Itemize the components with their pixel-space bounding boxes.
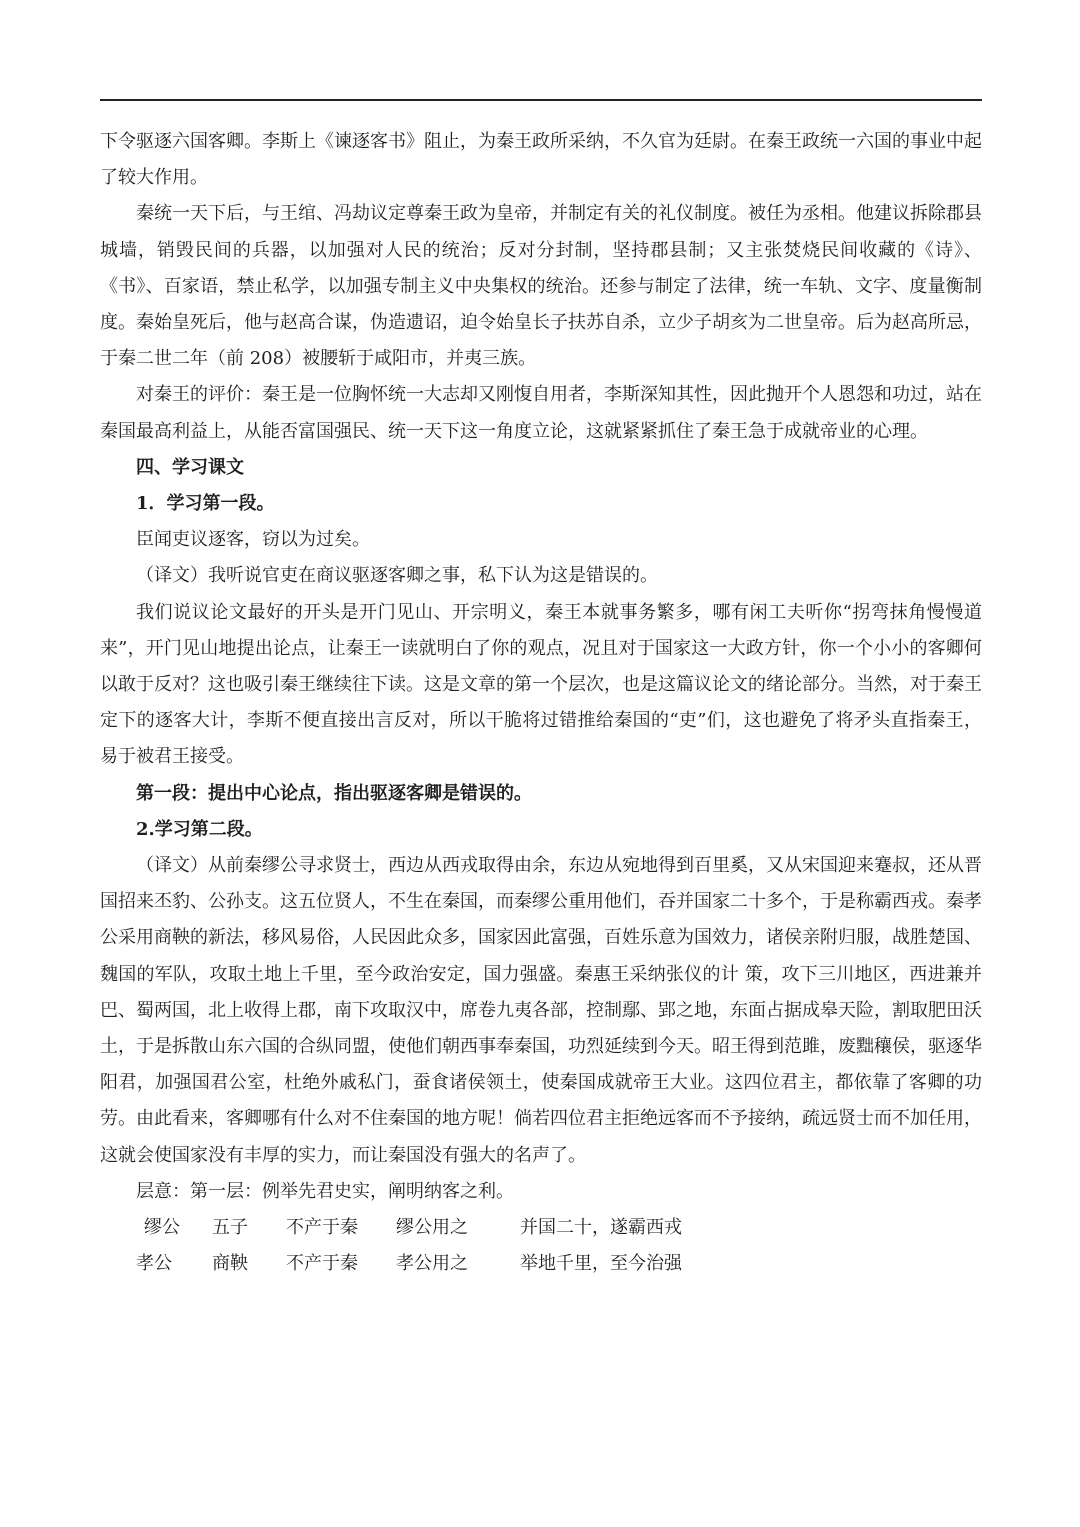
table-row <box>100 1210 982 1246</box>
summary-paragraph-one: 第一段：提出中心论点，指出驱逐客卿是错误的。 <box>136 782 532 804</box>
subheading-paragraph-two: 2.学习第二段。 <box>136 818 263 840</box>
original-quote-one: 臣闻吏议逐客，窃以为过矣。 <box>136 529 370 551</box>
paragraph-king-evaluation: 对秦王的评价：秦王是一位胸怀统一大志却又刚愎自用者，李斯深知其性，因此抛开个人恩怨和功过，站在秦国最高利益上，从能否富国强民、统一天下这一角度立论，这就紧紧抓住了秦王急于成就帝业的心理。 <box>100 384 982 442</box>
table-cell-use: 缪公用之 <box>396 1217 468 1239</box>
paragraph-li-si-career: 下令驱逐六国客卿。李斯上《谏逐客书》阻止，为秦王政所采纳，不久官为廷尉。在秦王政统一六国的事业中起了较大作用。 <box>100 131 982 189</box>
analysis-one: 我们说议论文最好的开头是开门见山、开宗明义，秦王本就事务繁多，哪有闲工夫听你“拐弯抹角慢慢道来”，开门见山地提出论点，让秦王一读就明白了你的观点，况且对于国家这一大政方针，你一个小小的客卿何以敢于反对？这也吸引秦王继续往下读。这是文章的第一个层次，也是这篇议论文的绪论部分。当然，对于秦王定下的逐客大计，李斯不便直接出言反对，所以干脆将过错推给秦国的“吏”们，这也避免了将矛头直指秦王，易于被君王接受。 <box>100 601 982 768</box>
table-cell-use: 孝公用之 <box>396 1253 468 1275</box>
subheading-paragraph-one: 1．学习第一段。 <box>136 493 275 515</box>
table-row <box>100 1246 982 1282</box>
table-cell-ruler: 缪公 <box>144 1217 180 1239</box>
paragraph-li-si-chancellor: 秦统一天下后，与王绾、冯劫议定尊秦王政为皇帝，并制定有关的礼仪制度。被任为丞相。他建议拆除郡县城墙，销毁民间的兵器，以加强对人民的统治；反对分封制，坚持郡县制；又主张焚烧民间收藏的《诗》、《书》、百家语，禁止私学，以加强专制主义中央集权的统治。还参与制定了法律，统一车轨、文字、度量衡制度。秦始皇死后，他与赵高合谋，伪造遗诏，迫令始皇长子扶苏自杀，立少子胡亥为二世皇帝。后为赵高所忌，于秦二世二年（前 208）被腰斩于咸阳市，并夷三族。 <box>100 203 982 370</box>
header-rule <box>100 99 982 101</box>
table-cell-origin: 不产于秦 <box>286 1217 358 1239</box>
table-cell-origin: 不产于秦 <box>286 1253 358 1275</box>
translation-two: （译文）从前秦缪公寻求贤士，西边从西戎取得由余，东边从宛地得到百里奚，又从宋国迎来蹇叔，还从晋国招来丕豹、公孙支。这五位贤人，不生在秦国，而秦缪公重用他们，吞并国家二十多个，于是称霸西戎。秦孝公采用商鞅的新法，移风易俗，人民因此众多，国家因此富强，百姓乐意为国效力，诸侯亲附归服，战胜楚国、魏国的军队，攻取土地上千里，至今政治安定，国力强盛。秦惠王采纳张仪的计 策，攻下三川地区，西进兼并巴、蜀两国，北上收得上郡，南下攻取汉中，席卷九夷各部，控制鄢、郢之地，东面占据成皋天险，割取肥田沃土，于是拆散山东六国的合纵同盟，使他们朝西事奉秦国，功烈延续到今天。昭王得到范雎，废黜穰侯，驱逐华阳君，加强国君公室，杜绝外戚私门，蚕食诸侯领土，使秦国成就帝王大业。这四位君主，都依靠了客卿的功劳。由此看来，客卿哪有什么对不住秦国的地方呢！倘若四位君主拒绝远客而不予接纳，疏远贤士而不加任用，这就会使国家没有丰厚的实力，而让秦国没有强大的名声了。 <box>100 855 982 1166</box>
table-cell-guest: 五子 <box>212 1217 248 1239</box>
table-cell-result: 并国二十，遂霸西戎 <box>520 1217 682 1239</box>
section-heading-study-text: 四、学习课文 <box>136 456 244 478</box>
table-cell-ruler: 孝公 <box>136 1253 172 1275</box>
layer-meaning-one: 层意：第一层：例举先君史实，阐明纳客之利。 <box>136 1180 514 1202</box>
table-cell-guest: 商鞅 <box>212 1253 248 1275</box>
translation-one: （译文）我听说官吏在商议驱逐客卿之事，私下认为这是错误的。 <box>136 565 658 587</box>
document-body <box>100 124 982 1282</box>
table-cell-result: 举地千里，至今治强 <box>520 1253 682 1275</box>
